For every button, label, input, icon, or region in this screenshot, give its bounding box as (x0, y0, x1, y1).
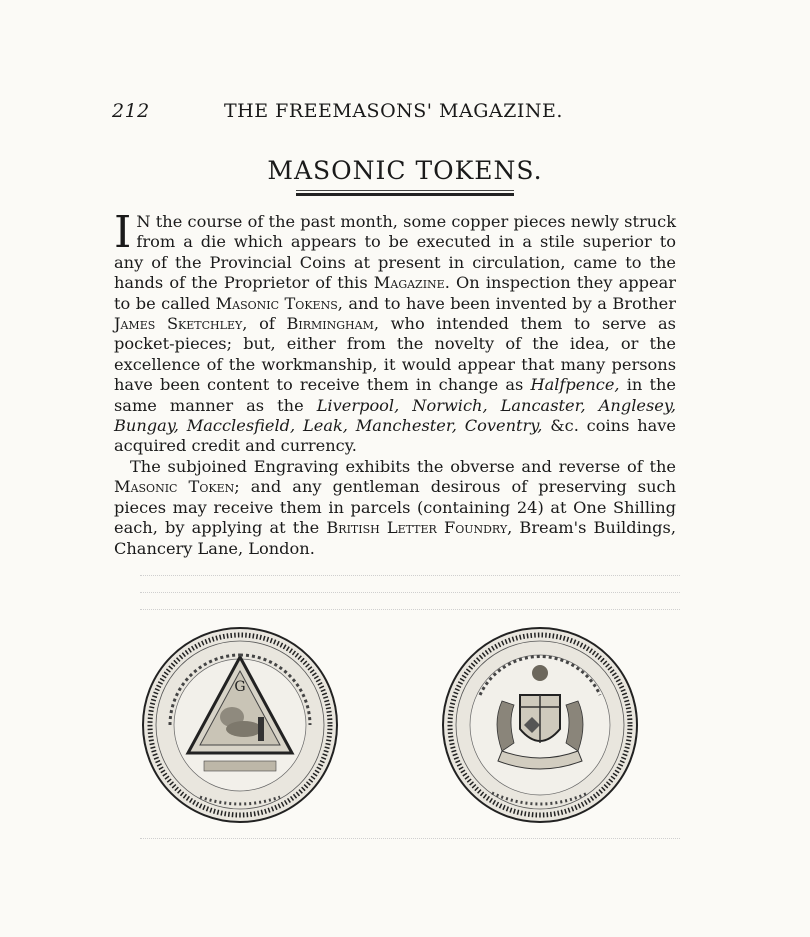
coin-reverse-engraving (440, 625, 640, 825)
title-rule (296, 190, 514, 196)
text-masonic-token: Masonic Token (114, 477, 235, 497)
drop-cap: I (114, 207, 132, 258)
text-run: in the same manner as the (114, 375, 677, 415)
svg-text:G: G (234, 679, 246, 695)
text-run: , and to have been invented by a Brother (337, 293, 677, 313)
text-run: , who intended them to serve as pocket-pieces; but, either from the novelty of the idea, or the excellence of the workmanship, it would appear that many persons have been content to receive them in change as (114, 314, 676, 395)
coin-reverse-illustration (440, 625, 640, 825)
text-run: . On inspection they appear to be called (114, 273, 676, 313)
text-magazine: Magazine (373, 273, 445, 293)
article-body (114, 207, 677, 559)
text-places: Liverpool, Norwich, Lancaster, Anglesey, Bungay, Macclesfield, Leak, Manchester, Coventry, (114, 395, 676, 436)
paragraph-1 (114, 207, 677, 457)
running-title: THE FREEMASONS' MAGAZINE. (224, 100, 563, 122)
article-title: MASONIC TOKENS. (267, 156, 543, 185)
text-run: ; and any gentleman desirous of preserving such pieces may receive them in parcels (containing 24) at One Shilling each, by applying at the (114, 477, 676, 538)
text-run: , Bream's Buildings, Chancery Lane, London. (114, 518, 676, 558)
show-through-line (140, 609, 680, 618)
coin-obverse-illustration (140, 625, 340, 825)
coin-obverse-engraving (140, 625, 340, 825)
text-halfpence: Halfpence, (530, 375, 620, 395)
text-foundry: British Letter Foundry (326, 518, 508, 538)
paragraph-2 (114, 457, 676, 559)
show-through-line (140, 575, 680, 584)
text-run: The subjoined Engraving exhibits the obverse and reverse of the (130, 456, 676, 476)
text-run: , of (242, 314, 287, 334)
text-run: &c. coins have acquired credit and currency. (114, 416, 676, 456)
text-city: Birmingham (286, 314, 374, 334)
text-masonic-tokens: Masonic Tokens (215, 293, 338, 313)
page-number: 212 (112, 100, 150, 122)
show-through-line (140, 838, 680, 847)
show-through-line (140, 592, 680, 601)
text-run: N the course of the past month, some copper pieces newly struck from a die which appears to be executed in a stile superior to any of the Provincial Coins at present in circulation, came to the hands of the Proprietor of this (114, 212, 676, 293)
text-person-name: James Sketchley (114, 314, 243, 334)
